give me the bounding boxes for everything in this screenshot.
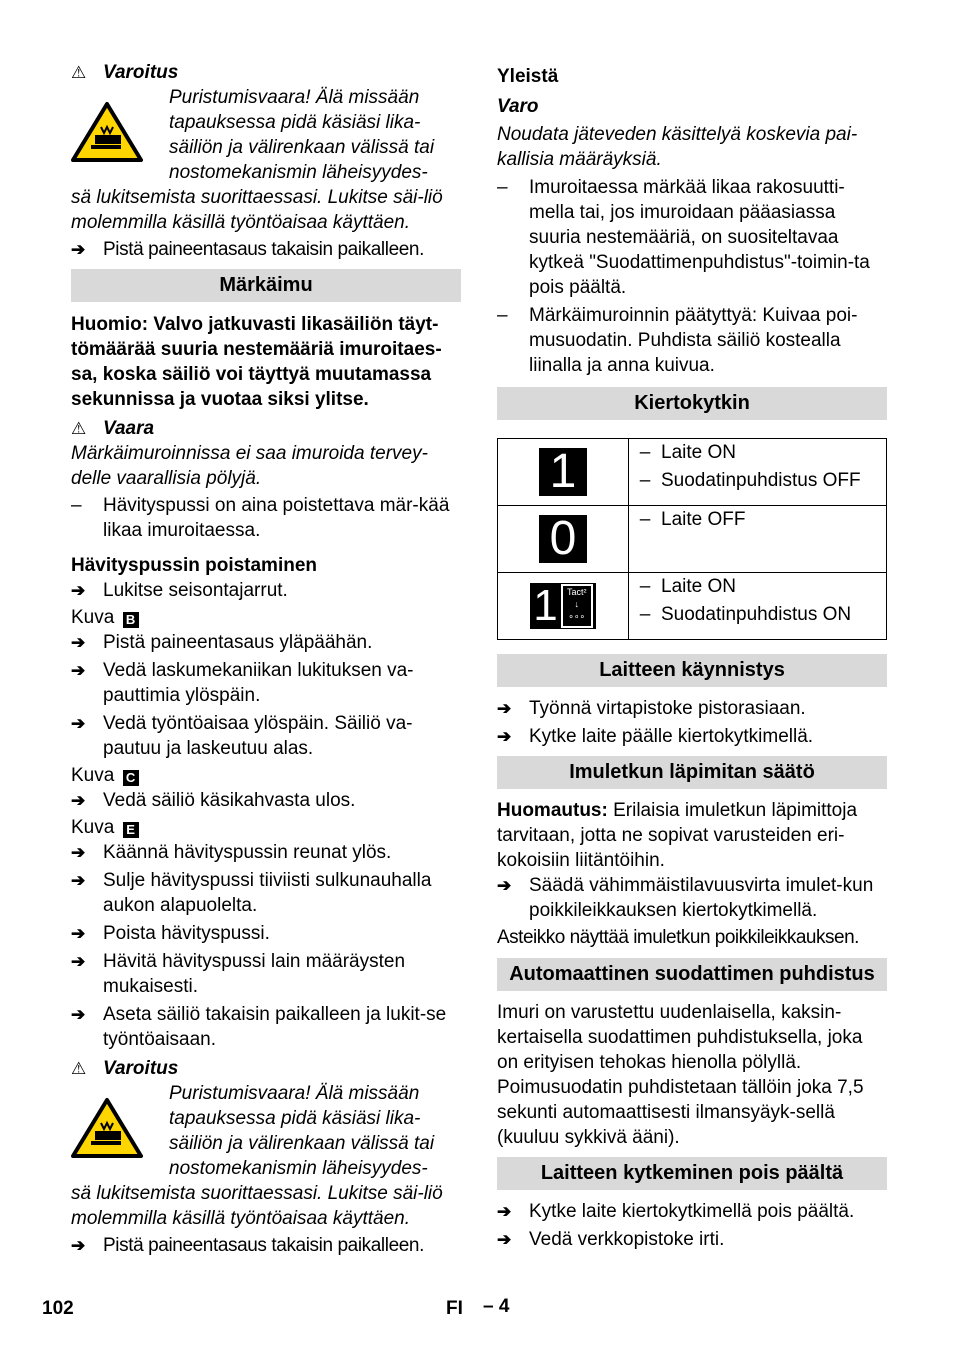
right-column bbox=[497, 60, 887, 1252]
step: ➔ Vedä laskumekaniikan lukituksen va-pauttimia ylöspäin. bbox=[71, 660, 414, 706]
position-1-icon: 1 bbox=[539, 448, 587, 496]
warning-heading: ⚠ Varoitus bbox=[71, 1058, 179, 1079]
step: ➔ Kytke laite kiertokytkimellä pois päältä. bbox=[497, 1201, 855, 1222]
step: ➔ Pistä paineentasaus yläpäähän. bbox=[71, 632, 373, 653]
step: ➔ Työnnä virtapistoke pistorasiaan. bbox=[497, 698, 806, 719]
arrow-right-icon: ➔ bbox=[71, 714, 86, 733]
left-column bbox=[71, 60, 461, 1258]
subheading: Hävityspussin poistaminen bbox=[71, 555, 318, 576]
warning-text: Puristumisvaara! Älä missään tapauksessa pidä käsiäsi lika-säiliön ja välirenkaan välissä tai nostomekanismin läheisyydes- bbox=[169, 87, 435, 183]
table-row bbox=[498, 439, 887, 506]
figure-ref: Kuva C bbox=[71, 763, 461, 788]
arrow-right-icon: ➔ bbox=[71, 791, 86, 810]
arrow-right-icon: ➔ bbox=[71, 871, 86, 890]
note-text: Huomautus: Erilaisia imuletkun läpimittoja tarvitaan, jotta ne sopivat varusteiden eri-kokoisiin liitäntöihin. bbox=[497, 800, 858, 871]
arrow-right-icon: ➔ bbox=[497, 1202, 512, 1221]
step: ➔ Aseta säiliö takaisin paikalleen ja lukit-se työntöaisaan. bbox=[71, 1004, 447, 1050]
dash-item: – Suodatinpuhdistus OFF bbox=[639, 470, 861, 491]
section-heading: Imuletkun läpimitan säätö bbox=[497, 756, 887, 789]
switch-symbol-cell bbox=[498, 573, 629, 640]
step: ➔ Poista hävityspussi. bbox=[71, 923, 270, 944]
tact-mode-icon: 1 Tact² ↓ ∘∘∘ bbox=[530, 583, 595, 629]
subheading: Yleistä bbox=[497, 66, 559, 87]
arrow-right-icon: ➔ bbox=[71, 843, 86, 862]
step: ➔ Hävitä hävityspussi lain määräysten mukaisesti. bbox=[71, 951, 406, 997]
dash-item: – Imuroitaessa märkää likaa rakosuutti-mella tai, jos imuroidaan pääasiassa suuria nestemääriä, on suositeltavaa kytkeä "Suodattimenpuhdistus"-toimin-ta pois päältä. bbox=[497, 177, 870, 298]
switch-symbol-cell bbox=[498, 506, 629, 573]
warning-heading: ⚠ Varoitus bbox=[71, 62, 179, 83]
arrow-right-icon: ➔ bbox=[71, 633, 86, 652]
switch-symbol-cell bbox=[498, 439, 629, 506]
language-code: FI bbox=[446, 1298, 463, 1319]
warning-text-cont: sä lukitsemista suorittaessasi. Lukitse säi-liö molemmilla käsillä työntöaisaa käyttäen. bbox=[71, 1183, 443, 1229]
arrow-right-icon: ➔ bbox=[71, 581, 86, 600]
switch-text-cell bbox=[629, 439, 887, 506]
section-heading: Märkäimu bbox=[71, 269, 461, 302]
switch-table bbox=[497, 438, 887, 640]
warning-text: Puristumisvaara! Älä missään tapauksessa pidä käsiäsi lika-säiliön ja välirenkaan välissä tai nostomekanismin läheisyydes- bbox=[169, 1083, 435, 1179]
warning-box bbox=[71, 1081, 461, 1181]
warning-triangle-icon: ⚠ bbox=[71, 419, 87, 438]
arrow-right-icon: ➔ bbox=[497, 1230, 512, 1249]
arrow-right-icon: ➔ bbox=[497, 727, 512, 746]
step: ➔ Säädä vähimmäistilavuusvirta imulet-kun poikkileikkauksen kiertokytkimellä. bbox=[497, 875, 874, 921]
figure-ref: Kuva B bbox=[71, 605, 461, 630]
dash-item: – Laite OFF bbox=[639, 509, 746, 530]
section-heading: Laitteen kytkeminen pois päältä bbox=[497, 1157, 887, 1190]
scale-note: Asteikko näyttää imuletkun poikkileikkauksen. bbox=[497, 927, 859, 948]
section-heading: Laitteen käynnistys bbox=[497, 654, 887, 687]
step: ➔ Kytke laite päälle kiertokytkimellä. bbox=[497, 726, 814, 747]
danger-text: Märkäimuroinnissa ei saa imuroida tervey-delle vaarallisia pölyjä. bbox=[71, 443, 428, 489]
notice-text: Huomio: Valvo jatkuvasti likasäiliön täyt-tömäärää suuria nestemääriä imuroitaes-sa, koska säiliö voi täyttyä muutamassa sekunnissa ja vuotaa siksi ylitse. bbox=[71, 314, 442, 410]
step: ➔ Pistä paineentasaus takaisin paikalleen. bbox=[71, 239, 424, 260]
step: ➔ Vedä työntöaisaa ylöspäin. Säiliö va-pautuu ja laskeutuu alas. bbox=[71, 713, 413, 759]
dash-item: – Hävityspussi on aina poistettava mär-kää likaa imuroitaessa. bbox=[71, 495, 450, 541]
table-row bbox=[498, 573, 887, 640]
arrow-right-icon: ➔ bbox=[71, 924, 86, 943]
position-0-icon: 0 bbox=[539, 515, 587, 563]
arrow-right-icon: ➔ bbox=[71, 952, 86, 971]
step: ➔ Vedä verkkopistoke irti. bbox=[497, 1229, 725, 1250]
table-row bbox=[498, 506, 887, 573]
step: ➔ Pistä paineentasaus takaisin paikalleen. bbox=[71, 1235, 424, 1256]
danger-heading: ⚠ Vaara bbox=[71, 418, 155, 439]
arrow-right-icon: ➔ bbox=[497, 699, 512, 718]
hand-crush-hazard-icon bbox=[71, 1081, 169, 1181]
arrow-right-icon: ➔ bbox=[71, 240, 86, 259]
section-heading: Kiertokytkin bbox=[497, 387, 887, 420]
sub-page-number: – 4 bbox=[483, 1296, 510, 1317]
arrow-right-icon: ➔ bbox=[497, 876, 512, 895]
arrow-right-icon: ➔ bbox=[71, 661, 86, 680]
page-number: 102 bbox=[42, 1298, 74, 1319]
dash-item: – Laite ON bbox=[639, 576, 736, 597]
step: ➔ Vedä säiliö käsikahvasta ulos. bbox=[71, 790, 356, 811]
dash-item: – Laite ON bbox=[639, 442, 736, 463]
switch-text-cell bbox=[629, 506, 887, 573]
caution-heading: Varo bbox=[497, 96, 539, 117]
dash-item: – Märkäimuroinnin päätyttyä: Kuivaa poi-musuodatin. Puhdista säiliö kostealla liinalla ja anna kuivua. bbox=[497, 305, 858, 376]
warning-triangle-icon: ⚠ bbox=[71, 1059, 87, 1078]
warning-text-cont: sä lukitsemista suorittaessasi. Lukitse säi-liö molemmilla käsillä työntöaisaa käyttäen. bbox=[71, 187, 443, 233]
step: ➔ Lukitse seisontajarrut. bbox=[71, 580, 288, 601]
arrow-right-icon: ➔ bbox=[71, 1236, 86, 1255]
figure-ref: Kuva E bbox=[71, 815, 461, 840]
step: ➔ Sulje hävityspussi tiiviisti sulkunauhalla aukon alapuolelta. bbox=[71, 870, 432, 916]
hand-crush-hazard-icon bbox=[71, 85, 169, 185]
arrow-right-icon: ➔ bbox=[71, 1005, 86, 1024]
caution-text: Noudata jäteveden käsittelyä koskevia pai-kallisia määräyksiä. bbox=[497, 124, 858, 170]
warning-triangle-icon: ⚠ bbox=[71, 63, 87, 82]
dash-item: – Suodatinpuhdistus ON bbox=[639, 604, 852, 625]
body-text: Imuri on varustettu uudenlaisella, kaksin-kertaisella suodattimen puhdistuksella, joka on erityisen tehokas hienolla pölyllä. Poimusuodatin puhdistetaan tällöin joka 7,5 sekunti automaattisesti ilmansyäyk-sellä (kuuluu sykkivä ääni). bbox=[497, 1002, 864, 1148]
section-heading: Automaattinen suodattimen puhdistus bbox=[497, 958, 887, 991]
step: ➔ Käännä hävityspussin reunat ylös. bbox=[71, 842, 392, 863]
warning-box bbox=[71, 85, 461, 185]
switch-text-cell bbox=[629, 573, 887, 640]
